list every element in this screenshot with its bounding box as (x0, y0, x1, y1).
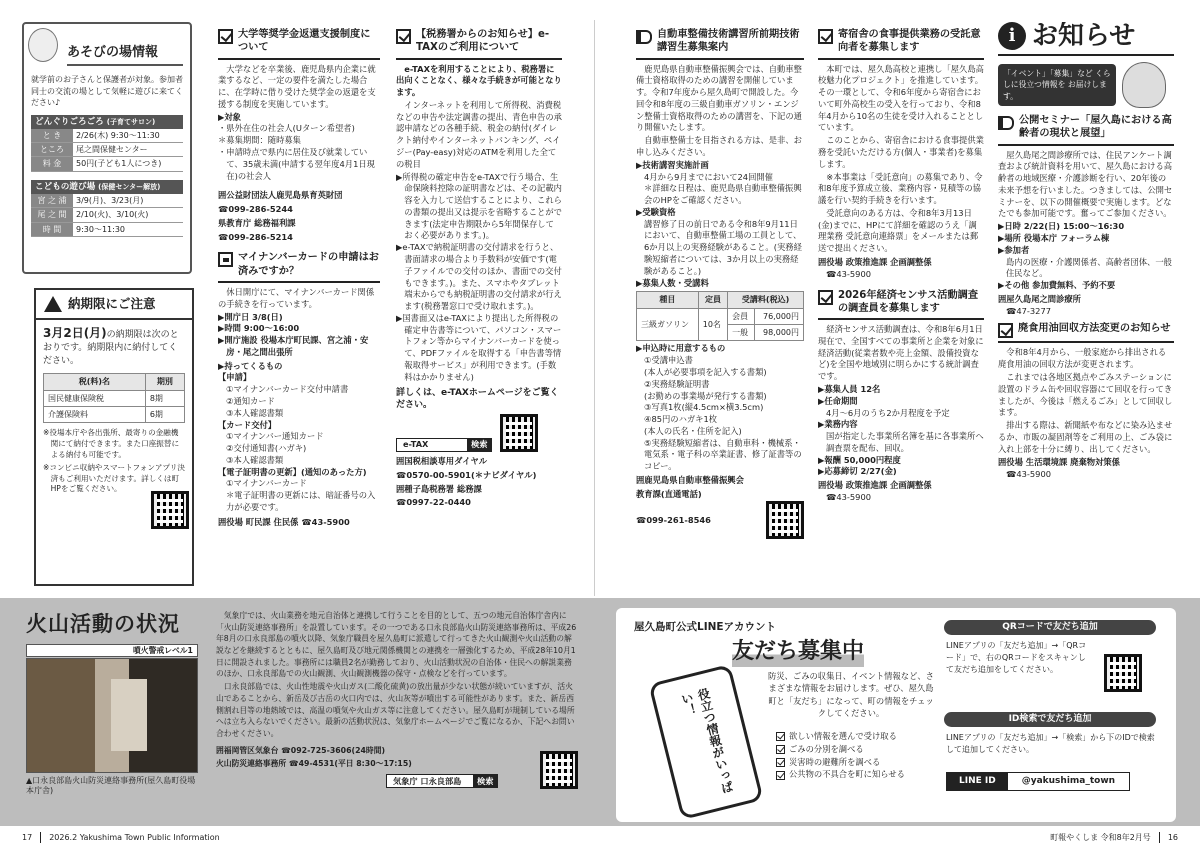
donguri-row-cell: 料 金 (31, 157, 73, 171)
seminar-date: ▶日時 2/22(日) 15:00～16:30 (998, 221, 1125, 232)
mechanic-prep-3: ③写真1枚(縦4.5cm×横3.5cm) (644, 402, 764, 413)
kodomo-row (31, 194, 183, 208)
footer-right (1050, 832, 1178, 843)
scholar-phone-2[interactable]: ☎099-286-5214 (218, 231, 293, 242)
volcano-para-1: 気象庁では、火山業務を地元自治体と連携して行うことを目的として、五つの地元自治体庁舎内に「火山防災連絡事務所」を設置しています。その一つである口永良部島火山防災連絡事務所は、平成26年8月の口永良部島の噴火以降、気象庁職員を屋久島町に派遣して行ってきた火山観測や火山活動の解説などを継続するとともに、屋久島町及び地元関係機関との連携を一層強化するため、平成28年10月1日に開設されました。事務所には職員2名が勤務しており、火山活動状況の自治体・住民への解説業務のほか、口永良部島での火山観測、火山観測機器の保守・点検などを行っています。 (216, 611, 577, 679)
deadline-row (44, 390, 185, 406)
mechanic-prep-2: ②実務経験証明書 (644, 378, 710, 389)
census-work-heading: ▶業務内容 (818, 419, 858, 430)
dorm-title: 寄宿舎の食事提供業務の受託意向者を募集します (838, 29, 981, 54)
dorm-para-1: 本町では、屋久島高校と連携し「屋久島高校魅力化プロジェクト」を推進しています。その一環として、令和6年度から寄宿舎において町外高校生の受入を行っており、令和8年4月から10名の生徒を受け入れることとしています。 (818, 63, 984, 133)
mynumber-contact: 囲役場 町民課 住民係 ☎43-5900 (218, 516, 350, 527)
playground-intro: 就学前のお子さんと保護者が対象。参加者同士の交流の場として気軽に遊びに来てください♪ (31, 75, 183, 108)
scholar-contact-2: 県教育庁 総務福利課 (218, 217, 296, 228)
mechanic-para-2: 自動車整備士を目指される方は、是非、お申し込みください。 (636, 135, 802, 157)
mynumber-title: マイナンバーカードの申請はお済みですか？ (238, 252, 379, 277)
mechanic-prep-4b: (本人の氏名・住所を記入) (644, 425, 742, 436)
line-section (616, 608, 1176, 822)
checkbox-icon (776, 732, 785, 741)
mynumber-time: ▶時間 9:00～16:00 (218, 323, 300, 334)
warning-icon (44, 296, 62, 312)
deadline-qr-code[interactable] (151, 491, 189, 529)
id-add-heading: ID検索で友だち追加 (944, 712, 1156, 727)
dorm-contact: 囲役場 政策推進課 企画調整係 (818, 257, 932, 267)
line-phone-illustration (648, 664, 763, 820)
deadline-table: 税(料)名 期別 国民健康保険税 8期 介護保険料 6期 (43, 373, 185, 423)
kodomo-row (31, 208, 183, 222)
deadline-note-1: ※役場本庁や各出張所、最寄りの金融機関にて納付できます。また口座振替による納付も可能です。 (43, 428, 180, 459)
scholar-target-2: ＊募集期間：随時募集 (218, 135, 301, 146)
mechanic-title: 自動車整備技術講習所前期技術講習生募集案内 (657, 29, 800, 54)
kodomo-row (31, 222, 183, 236)
mechanic-qr-code[interactable] (766, 501, 804, 539)
donguri-row (31, 157, 183, 171)
scholar-phone-1[interactable]: ☎099-286-5244 (218, 204, 293, 215)
mechanic-qual: 講習修了日の前日である令和8年9月11日において、自動車整備工場の工員として、6か月以上の実務経験があること。(実務経験短縮者については、3か月以上の実務経験があること。) (644, 218, 802, 276)
donguri-row-cell: ところ (31, 143, 73, 157)
mynumber-body: 休日開庁にて、マイナンバーカード関係の手続きを行っています。 (218, 286, 375, 309)
checkbox-icon (776, 745, 785, 754)
etax-title: 【税務署からのお知らせ】e-TAXのご利用について (416, 29, 550, 54)
seminar-body: 屋久島尾之間診療所では、住民アンケート調査および統計資料を用いて、屋久島における高齢者の地域医療・介護診断を行い、20年後の未来予想を行いました。つきましては、公開セミナーを、以下の開催概要で実施します。どなたでも参加可能です。奮ってご参加ください。 (998, 149, 1173, 219)
line-id-box[interactable] (946, 772, 1130, 791)
megaphone-icon (636, 30, 652, 44)
mechanic-prep-5: ⑤実務経験短縮者は、自動車科・機械系・電気系・電子科の卒業証書、修了証書等のコピー。 (644, 437, 802, 472)
etax-lead: e-TAXを利用することにより、税務署に出向くことなく、様々な手続きが可能となります。 (396, 63, 562, 98)
footer-left (22, 832, 220, 843)
kodomo-row-cell: 3/9(月)、3/23(月) (73, 194, 183, 208)
deer-mascot-icon (1122, 62, 1166, 108)
donguri-row (31, 143, 183, 157)
mechanic-contact-1: 囲鹿児島県自動車整備振興会 (636, 475, 744, 486)
etax-search-box[interactable]: e-TAX 検索 (396, 438, 492, 452)
deadline-note-2: ※コンビニ収納やスマートフォンアプリ決済もご利用いただけます。詳しくは町HPをご覧ください。 (43, 462, 185, 494)
id-add-text: LINEアプリの「友だち追加」→「検索」から下のIDで検索して追加してください。 (946, 733, 1155, 754)
mynumber-issue-2: ②交付通知書(ハガキ) (226, 443, 307, 454)
mechanic-plan-heading: ▶技術講習実施計画 (636, 159, 709, 170)
deadline-date: 3月2日(月) (43, 325, 107, 340)
column-dorm-census (818, 28, 984, 596)
dorm-para-4: 受託意向のある方は、令和8年3月13日(金)までに、HPにて詳細を確認のうえ「調理業務 受託意向連絡票」をメールまたは郵送で提出ください。 (818, 207, 979, 254)
line-big-title: 友だち募集中 (732, 636, 864, 667)
volcano-qr-code[interactable] (540, 751, 578, 789)
kodomo-row-cell: 9:30～11:30 (73, 222, 183, 236)
kodomo-table (31, 194, 183, 237)
scholar-target-heading: ▶対象 (218, 111, 241, 122)
mechanic-fee-heading: ▶募集人数・受講料 (636, 277, 709, 288)
check-icon (818, 290, 833, 305)
oil-para-2: これまでは各地区拠点やごみステーションに設置のドラム缶や回収容器にて回収を行ってきましたが、今後は「燃えるごみ」として回収します。 (998, 372, 1173, 418)
oil-title: 廃食用油回収方法変更のお知らせ (1018, 323, 1171, 335)
census-title: 2026年経済センサス活動調査の調査員を募集します (838, 289, 979, 314)
center-gutter (594, 20, 595, 596)
seminar-other: ▶その他 参加費無料、予約不要 (998, 280, 1116, 291)
volcano-para-2: 口永良部島では、火山性地震や火山ガス(二酸化硫黄)の放出量が少ない状態が続いていますが、活火山であることから、新岳及び古岳の火口内では、火山灰等が噴出する可能性があります。また、新岳西側割れ目等の地熱域では、高温の噴気や火山ガス等に注意してください。屋久島町が規制している場所へは立ち入らないでください。最新の活動状況は、気象庁ホームページでご覧になるか、下記へお問い合わせください。 (216, 682, 575, 738)
playground-box (22, 22, 192, 274)
checkbox-icon (776, 758, 785, 767)
notice-title: お知らせ (1032, 22, 1136, 51)
deadline-row-cell: 8期 (145, 390, 184, 406)
donguri-row-cell: と き (31, 129, 73, 143)
megaphone-icon (998, 116, 1014, 130)
mechanic-para-1: 鹿児島県自動車整備振興会では、自動車整備士資格取得のための講習を開催しています。令和7年度から屋久島町で開設した。今回令和8年度の三級自動車ガソリン・エンジン整備士資格取得のための講習を、下記の通り開催いたします。 (636, 63, 802, 133)
etax-more: 詳しくは、e-TAXホームページをご覧ください。 (396, 387, 559, 411)
line-phone-text: 役立つ情報がいっぱい！ (678, 686, 735, 795)
mynumber-cert-2: ＊電子証明書の更新には、暗証番号の入力が必要です。 (226, 490, 376, 512)
deadline-row-cell: 国民健康保険税 (44, 390, 146, 406)
deadline-row (44, 407, 185, 423)
deadline-row-cell: 6期 (145, 407, 184, 423)
donguri-header: どんぐりごろごろ (子育てサロン) (31, 115, 183, 129)
volcano-section (22, 606, 582, 822)
volcano-caption: ▲口永良部島火山防災連絡事務所(屋久島町役場本庁舎) (26, 776, 196, 796)
census-phone[interactable]: ☎43-5900 (826, 492, 872, 502)
line-header: 屋久島町公式LINEアカウント (634, 621, 776, 633)
deadline-row-cell: 介護保険料 (44, 407, 146, 423)
etax-contact-2: 囲種子島税務署 総務課 (396, 483, 482, 494)
seminar-contact: 囲屋久島尾之間診療所 (998, 293, 1081, 304)
qr-add-text: LINEアプリの「友だち追加」→「QRコード」で、右のQRコードをスキャンして友だち追加をしてください。 (946, 641, 1087, 674)
volcano-search-box[interactable]: 気象庁 口永良部島 検索 (386, 774, 498, 788)
oil-para-1: 令和8年4月から、一般家庭から排出される廃食用油の回収方法が変更されます。 (998, 347, 1167, 370)
column-mechanic (636, 28, 804, 596)
census-period-heading: ▶任命期間 (818, 395, 858, 406)
mynumber-issue-3: ③本人確認書類 (226, 454, 284, 465)
deadline-text: の納期限は次のとおりです。納期限内に納付してください。 (43, 329, 179, 366)
footer-right-text: 町報やくしま 令和8年2月号 (1050, 833, 1151, 842)
mechanic-prep-1b: (本人が必要事項を記入する書類) (644, 366, 767, 377)
column-etax (396, 28, 562, 596)
deadline-title: 納期限にご注意 (68, 296, 156, 311)
scholar-target-3: ・申請時点で県内に居住及び就業していて、35歳未満(申請する翌年度4月1日現在)の社会人 (218, 146, 375, 181)
mechanic-prep-heading: ▶申込時に用意するもの (636, 343, 726, 354)
census-pay: ▶報酬 50,000円程度 (818, 454, 901, 465)
mynumber-bring-heading: ▶持ってくるもの (218, 360, 283, 371)
scholar-target-1: ・県外在住の社会人(Uターン希望者) (218, 123, 355, 134)
line-feature-2: ごみの分別を調べる (789, 743, 864, 754)
column-notice (998, 22, 1174, 596)
scholar-title: 大学等奨学金返還支援制度について (238, 29, 371, 54)
donguri-row-cell: 2/26(木) 9:30～11:30 (73, 129, 183, 143)
mynumber-issue-1: ①マイナンバー通知カード (226, 431, 324, 442)
etax-phone-1[interactable]: ☎0570-00-5901(＊ナビダイヤル) (396, 469, 537, 480)
etax-para-4: ▶国書面又はe-TAXにより提出した所得税の確定申告書等について、パソコン・スマートフォン等からマイナンバーカードを使って、PDFファイルを取得する「申告書等情報取得サービス」が利用できます。(手数料はかかりません) (396, 312, 562, 382)
mechanic-contact-2: 教育課(直通電話) (636, 488, 702, 499)
census-deadline: ▶応募締切 2/27(金) (818, 466, 897, 477)
line-feature-4: 公共物の不具合を町に知らせる (789, 769, 905, 780)
kodomo-row-cell: 2/10(火)、3/10(火) (73, 208, 183, 222)
page-number-left: 17 (22, 833, 33, 842)
line-feature-list (776, 730, 946, 782)
mechanic-prep-1: ①受講申込書 (644, 355, 693, 366)
etax-phone-2[interactable]: ☎0997-22-0440 (396, 497, 471, 508)
etax-para-2: ▶所得税の確定申告をe-TAXで行う場合、生命保険料控除の証明書などは、その記載内容を入力して送信することにより、これらの書類の提出又は提示を省略することができます(法定申告期限から5年間保存しておく必要があります。)。 (396, 171, 562, 241)
mynumber-cert-1: ①マイナンバーカード (226, 478, 307, 489)
seminar-phone[interactable]: ☎47-3277 (1006, 305, 1052, 316)
scholar-body: 大学などを卒業後、鹿児島県内企業に就業するなど、一定の要件を満たした場合に、在学時に借り受けた奨学金の返還を支援する制度を実施しています。 (218, 63, 376, 109)
mynumber-place: ▶開庁施設 役場本庁町民課、宮之浦・安房・尾之間出張所 (218, 335, 369, 357)
deadline-box (34, 288, 194, 586)
seminar-target-heading: ▶参加者 (998, 244, 1030, 255)
line-qr-code[interactable] (1104, 654, 1142, 692)
mechanic-fee-table: 種目 定員 受講料(税込) 三級ガソリン 10名 会員 76,000円 一般 98,000円 (636, 291, 804, 341)
mechanic-phone[interactable]: ☎099-261-8546 (636, 514, 711, 525)
kodomo-header: こどもの遊び場 (保健センター解放) (31, 180, 183, 194)
census-period: 4月～6月のうち2か月程度を予定 (826, 407, 950, 418)
mechanic-prep-2b: (お勤めの事業場が発行する書類) (644, 390, 767, 401)
census-count: ▶募集人員 12名 (818, 383, 881, 394)
census-contact: 囲役場 政策推進課 企画調整係 (818, 480, 932, 491)
oil-phone[interactable]: ☎43-5900 (1006, 469, 1052, 480)
footer-left-text: 2026.2 Yakushima Town Public Information (49, 833, 220, 842)
check-icon (998, 323, 1013, 338)
volcano-contact-2: 火山防災連絡事務所 ☎49-4531(平日 8:30～17:15) (216, 759, 412, 769)
etax-para-1: インターネットを利用して所得税、消費税などの申告や法定調書の提出、青色申告の承認申請などの各種手続、税金の納付(ダイレクト納付やインターネットバンキング、ペイジー(Pay-easy)対応のATMを利用した全ての税目 (396, 99, 562, 169)
kodomo-row-cell: 尾 之 間 (31, 208, 73, 222)
mynumber-apply-1: ①マイナンバーカード交付申請書 (226, 384, 349, 395)
dorm-phone[interactable]: ☎43-5900 (826, 268, 872, 279)
mynumber-apply-2: ②通知カード (226, 395, 275, 406)
dorm-para-3: ※本事業は「受託意向」の募集であり、令和8年度予算成立後、業務内容・見積等の協議を行い契約手続きを行います。 (818, 171, 983, 206)
notice-bubble: 「イベント」「募集」など くらしに役立つ情報を お届けします。 (998, 64, 1116, 105)
kodomo-row-cell: 宮 之 浦 (31, 194, 73, 208)
column-scholar-mynumber (218, 28, 380, 596)
volcano-office-photo (26, 658, 198, 773)
mechanic-qual-heading: ▶受験資格 (636, 206, 676, 217)
mechanic-plan-2: ＊詳細な日程は、鹿児島県自動車整備振興会のHPをご確認ください。 (644, 183, 802, 206)
donguri-row-cell: 尾之間保健センター (73, 143, 183, 157)
mynumber-cert-heading: 【電子証明書の更新】(通知のあった方) (218, 466, 367, 477)
census-work: 国が指定した事業所名簿を基に各事業所へ調査票を配布、回収。 (826, 431, 984, 453)
mynumber-date: ▶開庁日 3/8(日) (218, 311, 283, 322)
page-number-right: 16 (1167, 833, 1178, 842)
mechanic-prep-4: ④85円のハガキ1枚 (644, 414, 718, 425)
volcano-contact-1: 囲福岡管区気象台 ☎092-725-3606(24時間) (216, 745, 386, 755)
etax-para-3: ▶e-TAXで納税証明書の交付請求を行うと、書面請求の場合より手数料が安価です(電子ファイルでの交付のほか、書面での交付もできます。)。また、スマホやタブレット端末からでも納税証明書の交付請求が行えます(税務署窓口で受け取れます。)。 (396, 242, 562, 312)
donguri-row-cell: 50円(子ども1人につき) (73, 157, 183, 171)
mynumber-apply-3: ③本人確認書類 (226, 407, 284, 418)
etax-contact-1: 囲国税相談専用ダイヤル (396, 456, 488, 467)
volcano-title: 火山活動の状況 (26, 612, 180, 636)
line-id-value: @yakushima_town (1008, 773, 1129, 790)
mechanic-plan-1: 4月から9月までにおいて24回開催 (644, 171, 773, 182)
line-feature-1: 欲しい情報を選んで受け取る (789, 731, 897, 741)
check-icon (818, 29, 833, 44)
check-icon (218, 29, 233, 44)
seminar-target: 島内の医療・介護関係者、高齢者団体、一般住民など。 (1006, 256, 1172, 279)
etax-qr-code[interactable] (500, 414, 538, 452)
seminar-title: 公開セミナー「屋久島における高齢者の現状と展望」 (1019, 115, 1172, 140)
scholar-contact-1: 囲公益財団法人鹿児島県育英財団 (218, 190, 343, 201)
info-icon: i (998, 22, 1026, 50)
playground-title: あそびの場情報 (67, 44, 183, 66)
census-para: 経済センサス活動調査は、令和8年6月1日現在で、全国すべての事業所と企業を対象に経済活動(従業者数や売上金額、設備投資など)を全国や地域別に明らかにする統計調査です。 (818, 324, 984, 382)
card-icon (218, 252, 233, 267)
dorm-para-2: このことから、寄宿舎における食事提供業務を受託いただける方(個人・事業者)を募集します。 (818, 135, 984, 169)
playground-mascot-icon (28, 28, 58, 62)
volcano-level-badge: 噴火警戒レベル1 (26, 644, 198, 657)
donguri-row (31, 129, 183, 143)
mynumber-apply-heading: 【申請】 (218, 372, 252, 383)
seminar-place: ▶場所 役場本庁 フォーラム棟 (998, 232, 1110, 243)
oil-para-3: 排出する際は、新聞紙や布などに染み込ませるか、市販の凝固剤等をご利用の上、ごみ袋に入れ上部を十分に縛り、出してください。 (998, 420, 1173, 454)
oil-contact: 囲役場 生活環境課 廃棄物対策係 (998, 457, 1120, 468)
line-description: 防災、ごみの収集日、イベント情報など、さまざまな情報をお届けします。ぜひ、屋久島町と「友だち」になって、町の情報をチェックしてください。 (768, 671, 934, 719)
mynumber-issue-heading: 【カード交付】 (218, 419, 277, 430)
kodomo-row-cell: 時 間 (31, 222, 73, 236)
donguri-table (31, 129, 183, 172)
checkbox-icon (776, 771, 785, 780)
check-icon (396, 29, 411, 44)
qr-add-heading: QRコードで友だち追加 (944, 620, 1156, 635)
line-id-label: LINE ID (947, 773, 1008, 790)
line-feature-3: 災害時の避難所を調べる (789, 756, 881, 767)
